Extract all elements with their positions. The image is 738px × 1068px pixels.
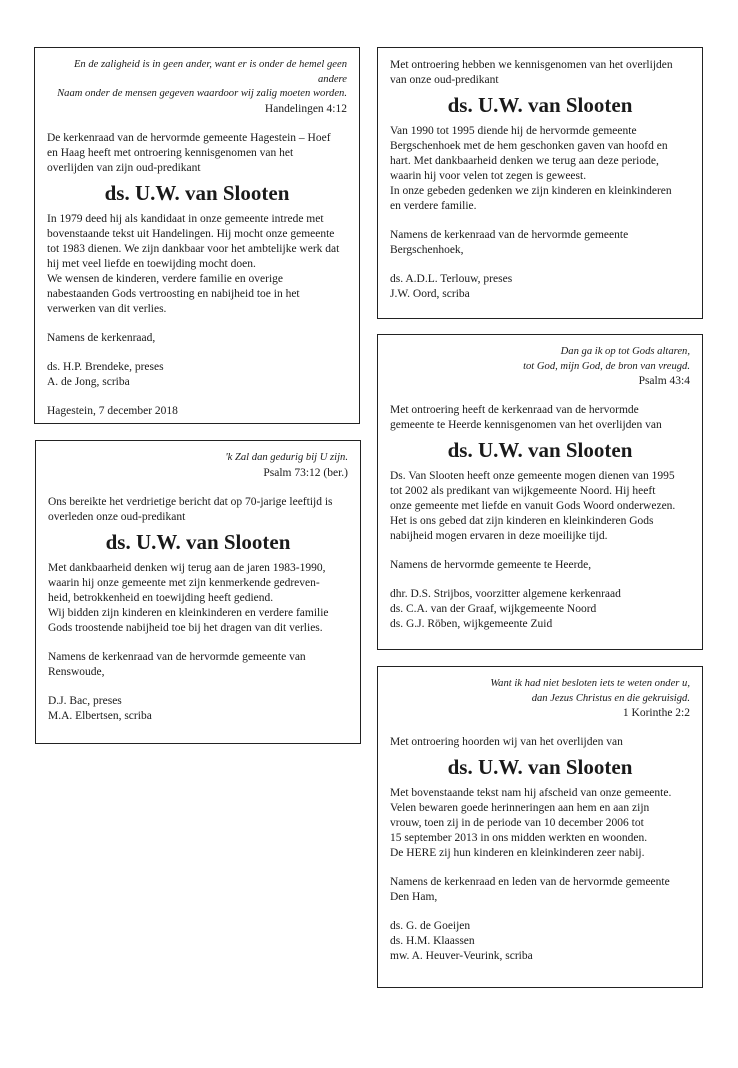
bible-verse: En de zaligheid is in geen ander, want er is onder de hemel geen andere Naam onder de mensen gegeven waardoor wij zalig moeten worden. <box>57 59 347 99</box>
notice-hagestein <box>34 47 360 424</box>
signatures: ds. H.P. Brendeke, preses A. de Jong, scriba <box>47 360 164 388</box>
intro-text: Met ontroering heeft de kerkenraad van de hervormde gemeente te Heerde kennisgenomen van het overlijden van <box>390 404 662 431</box>
closing-text: Namens de kerkenraad en leden van de hervormde gemeente Den Ham, <box>390 876 670 903</box>
deceased-name: ds. U.W. van Slooten <box>447 755 633 779</box>
body-text: Van 1990 tot 1995 diende hij de hervormde gemeente Bergschenhoek met de hem geschonken gaven van hoofd en hart. Met dankbaarheid denken we terug aan deze periode, waarin hij voor velen tot zegen is geweest. In onze gebeden gedenken we zijn kinderen en kleinkinderen en verdere familie. <box>390 125 672 212</box>
signatures: ds. G. de Goeijen ds. H.M. Klaassen mw. A. Heuver-Veurink, scriba <box>390 920 533 962</box>
intro-text: Ons bereikte het verdrietige bericht dat op 70-jarige leeftijd is overleden onze oud-predikant <box>48 495 333 523</box>
bible-verse: Want ik had niet besloten iets te weten onder u, dan Jezus Christus en die gekruisigd. <box>490 678 690 704</box>
notice-bergschenhoek <box>377 47 703 319</box>
closing-text: Namens de kerkenraad van de hervormde gemeente van Renswoude, <box>48 650 306 678</box>
deceased-name: ds. U.W. van Slooten <box>447 438 633 462</box>
bible-verse: 'k Zal dan gedurig bij U zijn. <box>225 452 348 463</box>
notice-renswoude <box>35 440 361 744</box>
body-text: Ds. Van Slooten heeft onze gemeente mogen dienen van 1995 tot 2002 als predikant van wijkgemeente Noord. Hij heeft onze gemeente met liefde en vanuit Gods Woord onderwezen. Het is ons gebed dat zijn kinderen en kleinkinderen Gods nabijheid mogen ervaren in deze moeilijke tijd. <box>390 470 676 542</box>
notice-heerde <box>377 334 703 650</box>
place-date: Hagestein, 7 december 2018 <box>47 404 178 417</box>
intro-text: De kerkenraad van de hervormde gemeente Hagestein – Hoef en Haag heeft met ontroering kennisgenomen van het overlijden van zijn oud-predikant <box>47 131 331 174</box>
deceased-name: ds. U.W. van Slooten <box>105 529 291 554</box>
signatures: ds. A.D.L. Terlouw, preses J.W. Oord, scriba <box>390 273 513 300</box>
signatures: dhr. D.S. Strijbos, voorzitter algemene kerkenraad ds. C.A. van der Graaf, wijkgemeente Noord ds. G.J. Röben, wijkgemeente Zuid <box>390 588 621 630</box>
bible-verse: Dan ga ik op tot Gods altaren, tot God, mijn God, de bron van vreugd. <box>523 346 690 372</box>
signatures: D.J. Bac, preses M.A. Elbertsen, scriba <box>48 694 152 722</box>
body-text: In 1979 deed hij als kandidaat in onze gemeente intrede met bovenstaande tekst uit Handelingen. Hij mocht onze gemeente tot 1983 dienen. We zijn dankbaar voor het ambtelijke werk dat hij met veel liefde en toewijding mocht doen. We wensen de kinderen, verdere familie en overige nabestaanden Gods vertroosting en nabijheid toe in het verwerken van dit verlies. <box>47 212 340 315</box>
body-text: Met bovenstaande tekst nam hij afscheid van onze gemeente. Velen bewaren goede herinneringen aan hem en aan zijn vrouw, toen zij in de periode van 10 december 2006 tot 15 september 2013 in ons midden werkten en woonden. De HERE zij hun kinderen en kleinkinderen zeer nabij. <box>390 787 672 859</box>
deceased-name: ds. U.W. van Slooten <box>104 180 290 205</box>
verse-reference: Psalm 73:12 (ber.) <box>263 466 348 479</box>
verse-reference: Psalm 43:4 <box>638 375 690 387</box>
body-text: Met dankbaarheid denken wij terug aan de jaren 1983-1990, waarin hij onze gemeente met zijn kenmerkende gedreven- heid, betrokkenheid en toewijding heeft gediend. Wij bidden zijn kinderen en kleinkinderen en verdere familie Gods troostende nabijheid toe bij het dragen van dit verlies. <box>48 561 329 634</box>
intro-text: Met ontroering hebben we kennisgenomen van het overlijden van onze oud-predikant <box>390 59 673 86</box>
closing-text: Namens de hervormde gemeente te Heerde, <box>390 559 592 571</box>
verse-reference: 1 Korinthe 2:2 <box>622 707 690 719</box>
closing-text: Namens de kerkenraad, <box>47 331 156 344</box>
notice-den-ham <box>377 666 703 988</box>
deceased-name: ds. U.W. van Slooten <box>447 93 633 117</box>
verse-reference: Handelingen 4:12 <box>264 102 347 115</box>
intro-text: Met ontroering hoorden wij van het overlijden van <box>390 736 623 748</box>
closing-text: Namens de kerkenraad van de hervormde gemeente Bergschenhoek, <box>390 229 629 256</box>
